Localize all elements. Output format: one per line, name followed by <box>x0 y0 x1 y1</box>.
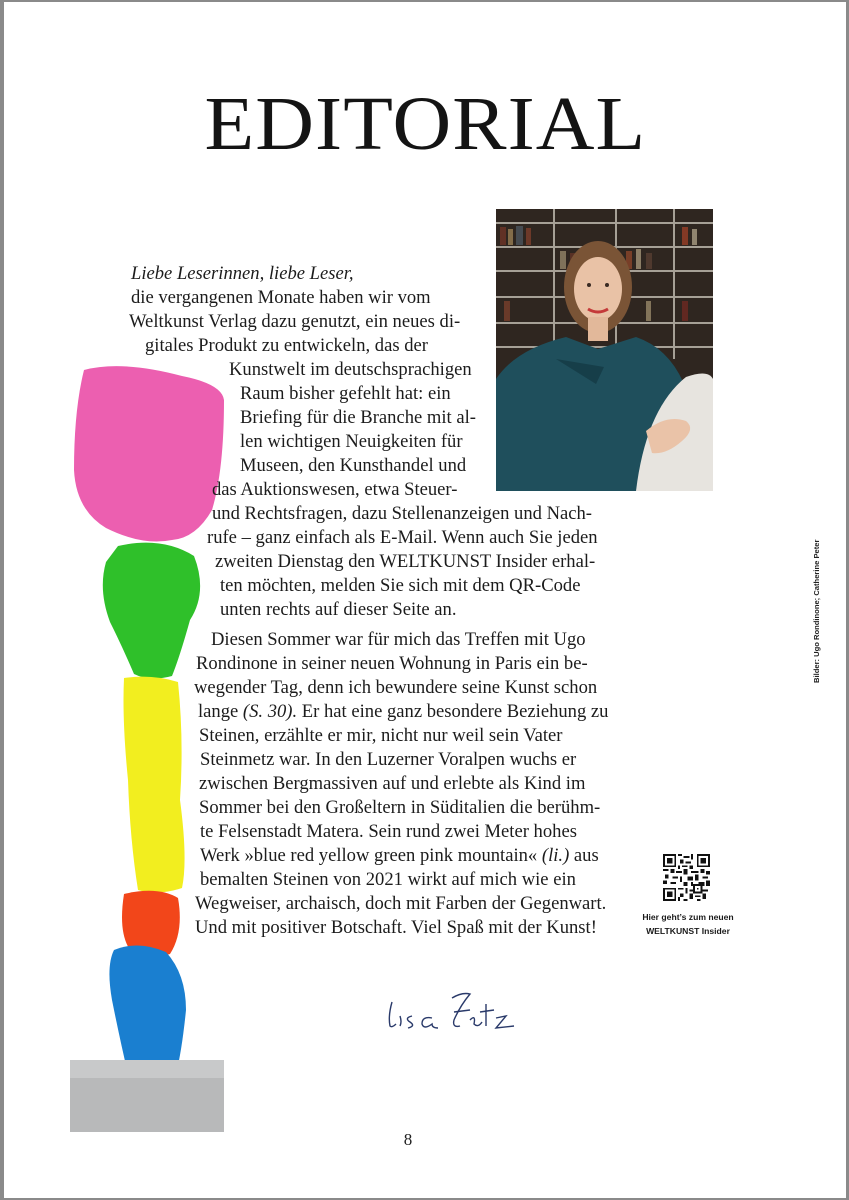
article-line: zweiten Dienstag den WELTKUNST Insider erhal- <box>215 551 596 572</box>
article-line: te Felsenstadt Matera. Sein rund zwei Meter hohes <box>200 821 577 842</box>
editor-portrait-photo <box>496 209 713 491</box>
pink-stone <box>74 366 224 541</box>
portrait-photo-icon <box>496 209 713 491</box>
qr-caption <box>628 910 748 938</box>
article-line-text: Er hat eine ganz besondere Beziehung zu <box>297 701 609 722</box>
article-line: Kunstwelt im deutschsprachigen <box>229 359 472 380</box>
article-line: Steinmetz war. In den Luzerner Voralpen wuchs er <box>200 749 577 770</box>
editor-signature <box>382 986 522 1036</box>
article-line: Raum bisher gefehlt hat: ein <box>240 383 451 404</box>
article-line <box>200 844 599 868</box>
article-line: Und mit positiver Botschaft. Viel Spaß mit der Kunst! <box>195 917 597 938</box>
article-line: die vergangenen Monate haben wir vom <box>131 287 431 308</box>
page-title: EDITORIAL <box>204 82 647 166</box>
article-line: und Rechtsfragen, dazu Stellenanzeigen und Nach- <box>212 503 592 524</box>
article-line: ten möchten, melden Sie sich mit dem QR-Code <box>220 575 581 596</box>
article-line: Diesen Sommer war für mich das Treffen mit Ugo <box>211 629 586 650</box>
article-line: zwischen Bergmassiven auf und erlebte als Kind im <box>199 773 586 794</box>
qr-caption-line-1: Hier geht’s zum neuen <box>642 912 734 922</box>
article-line: Wegweiser, archaisch, doch mit Farben der Gegenwart. <box>195 893 607 914</box>
article-line: bemalten Steinen von 2021 wirkt auf mich wie ein <box>200 869 576 890</box>
article-line-text: aus <box>569 845 599 866</box>
article-line: rufe – ganz einfach als E-Mail. Wenn auch Sie jeden <box>207 527 598 548</box>
blue-stone <box>109 945 186 1077</box>
article-line <box>198 700 608 724</box>
article-line: unten rechts auf dieser Seite an. <box>220 599 457 620</box>
signature-icon <box>382 986 522 1036</box>
yellow-stone <box>124 677 185 893</box>
image-reference: (li.) <box>541 845 570 866</box>
weltkunst-insider-qr-code[interactable] <box>663 854 710 901</box>
article-line: Sommer bei den Großeltern in Süditalien die berühm- <box>199 797 601 818</box>
article-line: Briefing für die Branche mit al- <box>240 407 476 428</box>
article-line-text: lange <box>198 701 243 722</box>
article-line: Museen, den Kunsthandel und <box>240 455 467 476</box>
salutation: Liebe Leserinnen, liebe Leser, <box>131 263 354 284</box>
article-line: wegender Tag, denn ich bewundere seine Kunst schon <box>194 677 598 698</box>
article-line-text: Werk »blue red yellow green pink mountain« <box>200 845 542 866</box>
page-number: 8 <box>403 1130 413 1149</box>
article-line: das Auktionswesen, etwa Steuer- <box>212 479 458 500</box>
article-line: Weltkunst Verlag dazu genutzt, ein neues di- <box>129 311 461 332</box>
article-line: len wichtigen Neuigkeiten für <box>240 431 463 452</box>
article-line: gitales Produkt zu entwickeln, das der <box>145 335 428 356</box>
article-line: Rondinone in seiner neuen Wohnung in Paris ein be- <box>196 653 588 674</box>
green-stone <box>103 543 200 679</box>
qr-code-icon <box>663 854 710 901</box>
qr-caption-line-2: WELTKUNST Insider <box>646 926 730 936</box>
photo-credit: Bilder: Ugo Rondinone; Catherine Peter <box>812 539 821 683</box>
page-reference: (S. 30). <box>242 701 298 722</box>
article-line: Steinen, erzählte er mir, nicht nur weil sein Vater <box>199 725 563 746</box>
